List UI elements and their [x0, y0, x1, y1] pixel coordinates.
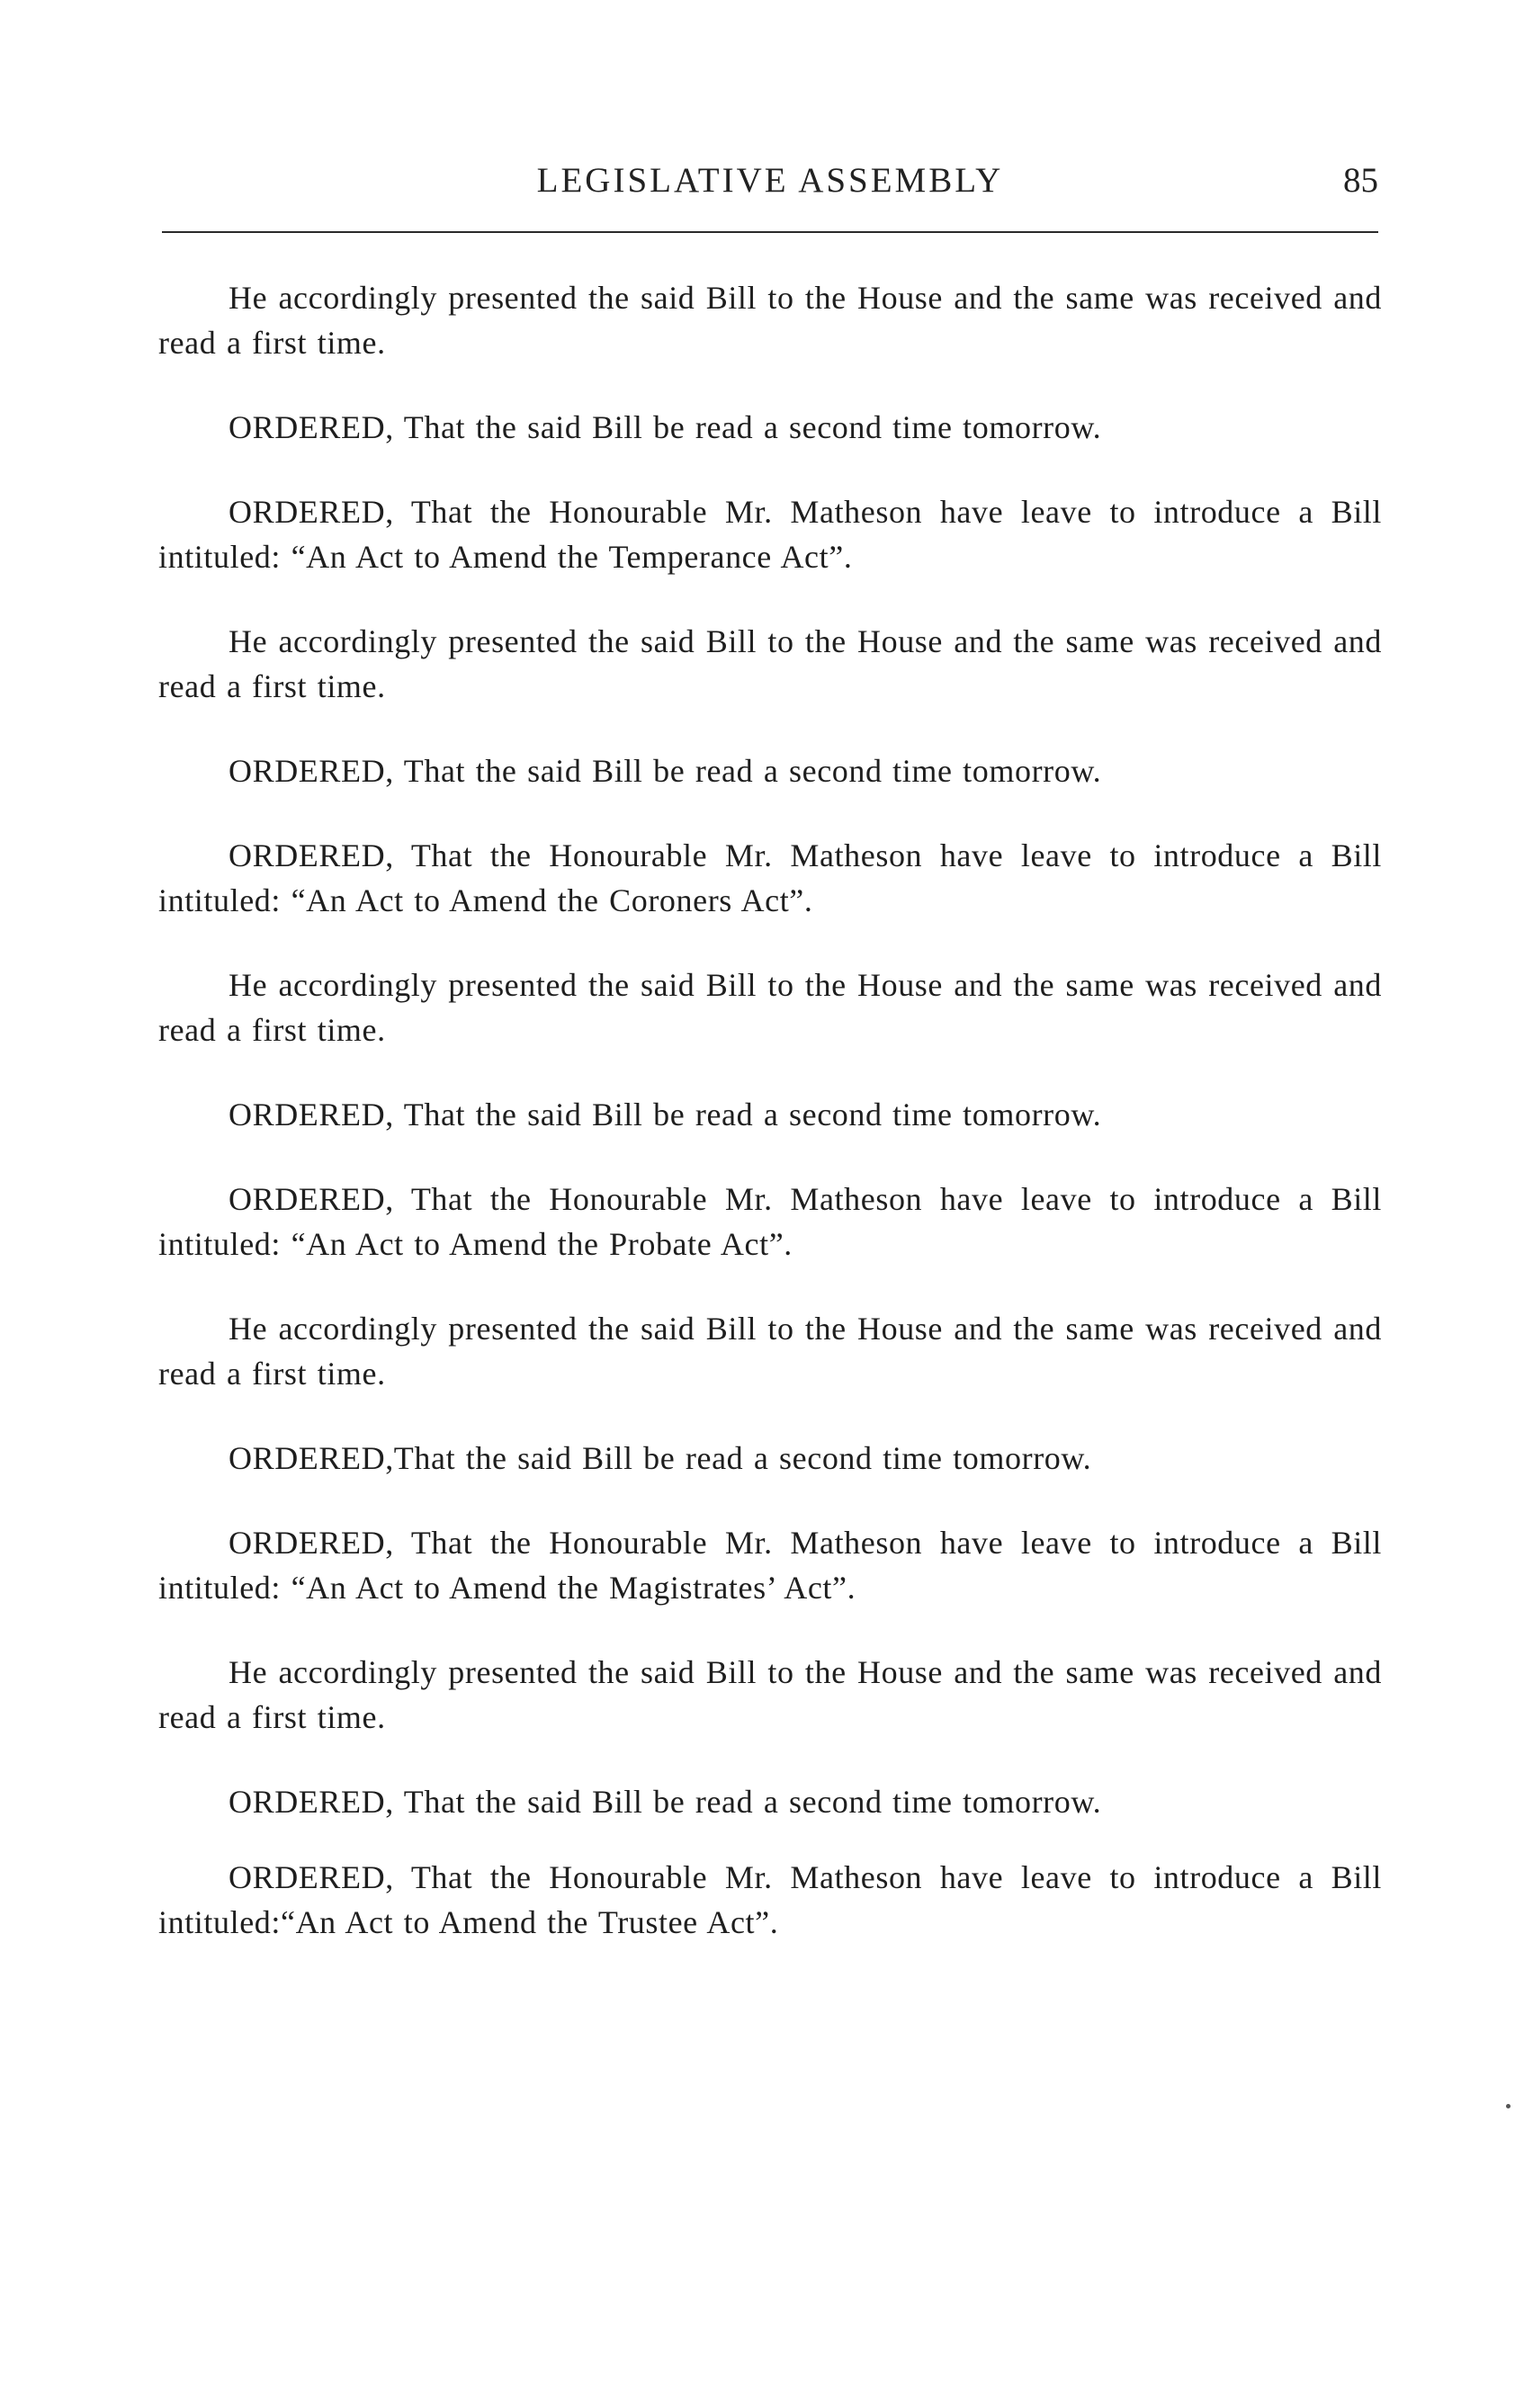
journal-body: [158, 275, 1382, 1945]
paragraph-second-reading-order: ORDERED,That the said Bill be read a second time tomorrow.: [229, 1440, 1092, 1476]
paragraph-leave-trustee-act: ORDERED, That the Honourable Mr. Matheson have leave to introduce a Bill intituled:“An Act to Amend the Trustee Act”.: [158, 1859, 1382, 1940]
paragraph-first-reading: He accordingly presented the said Bill to the House and the same was received and read a first time.: [158, 1654, 1382, 1735]
header-divider: [162, 231, 1378, 233]
page-number: 85: [1343, 161, 1378, 200]
paragraph-first-reading: He accordingly presented the said Bill to the House and the same was received and read a first time.: [158, 280, 1382, 361]
paragraph-leave-coroners-act: ORDERED, That the Honourable Mr. Matheson have leave to introduce a Bill intituled: “An Act to Amend the Coroners Act”.: [158, 837, 1382, 918]
paragraph-first-reading: He accordingly presented the said Bill to the House and the same was received and read a first time.: [158, 1311, 1382, 1392]
paper-speck: [1506, 2104, 1511, 2108]
paragraph-second-reading-order: ORDERED, That the said Bill be read a second time tomorrow.: [229, 1097, 1102, 1132]
paragraph-leave-probate-act: ORDERED, That the Honourable Mr. Matheson have leave to introduce a Bill intituled: “An Act to Amend the Probate Act”.: [158, 1181, 1382, 1262]
paragraph-leave-magistrates-act: ORDERED, That the Honourable Mr. Matheson have leave to introduce a Bill intituled: “An Act to Amend the Magistrates’ Act”.: [158, 1525, 1382, 1606]
paragraph-first-reading: He accordingly presented the said Bill to the House and the same was received and read a first time.: [158, 623, 1382, 704]
paragraph-second-reading-order: ORDERED, That the said Bill be read a second time tomorrow.: [229, 753, 1102, 789]
paragraph-second-reading-order: ORDERED, That the said Bill be read a second time tomorrow.: [229, 1784, 1102, 1820]
paragraph-first-reading: He accordingly presented the said Bill to the House and the same was received and read a first time.: [158, 967, 1382, 1048]
running-header: [162, 160, 1378, 210]
paragraph-second-reading-order: ORDERED, That the said Bill be read a second time tomorrow.: [229, 409, 1102, 445]
paragraph-leave-temperance-act: ORDERED, That the Honourable Mr. Matheson have leave to introduce a Bill intituled: “An Act to Amend the Temperance Act”.: [158, 494, 1382, 575]
running-header-title: LEGISLATIVE ASSEMBLY: [536, 161, 1004, 200]
